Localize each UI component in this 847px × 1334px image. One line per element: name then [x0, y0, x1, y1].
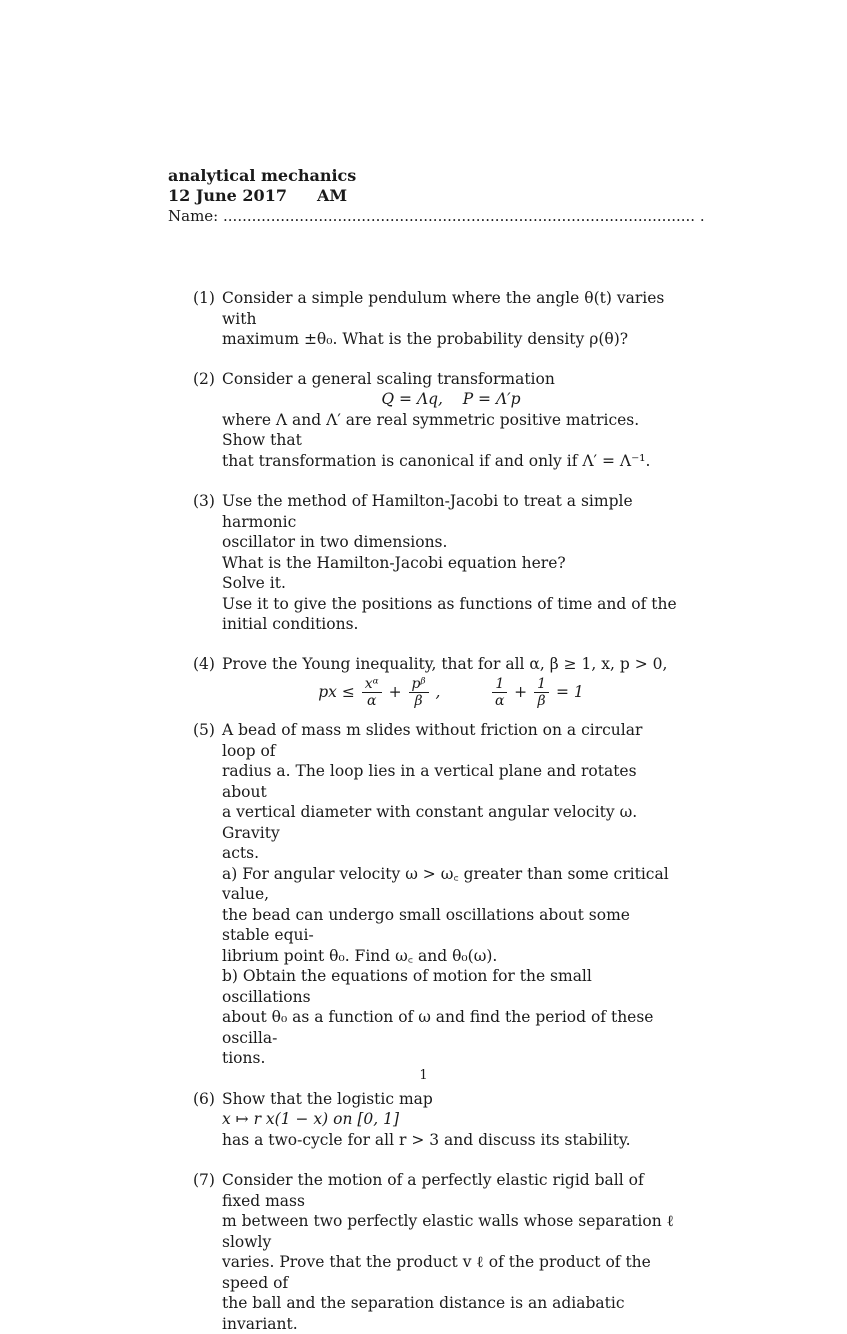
young-lhs: px ≤: [318, 683, 355, 702]
question-number: (6): [193, 1089, 215, 1108]
exam-date-row: [168, 186, 705, 206]
question-list: [193, 288, 680, 1334]
question-number: (7): [193, 1171, 215, 1189]
question-number: (2): [193, 369, 215, 388]
question-number: (3): [193, 492, 215, 510]
plus-sign: +: [514, 683, 528, 702]
question-line: Consider a simple pendulum where the angle θ(t) varies with: [222, 289, 665, 328]
question-line: m between two perfectly elastic walls whose separation ℓ slowly: [222, 1212, 675, 1251]
comma: ,: [435, 683, 441, 702]
question-line: oscillator in two dimensions.: [222, 533, 448, 551]
question-line: where Λ and Λ′ are real symmetric positive matrices. Show that: [222, 410, 640, 449]
question-5: [193, 720, 680, 1069]
course-title: analytical mechanics: [168, 166, 357, 185]
equals-one: = 1: [555, 683, 584, 702]
question-line: Show that the logistic map: [222, 1089, 433, 1108]
question-6: [193, 1089, 680, 1151]
fraction-numerator: pᵝ: [409, 676, 429, 693]
question-line: Consider a general scaling transformation: [222, 369, 555, 388]
question-line: Consider the motion of a perfectly elastic rigid ball of fixed mass: [222, 1171, 644, 1210]
question-line: Use it to give the positions as functions of time and of the: [222, 594, 677, 613]
fraction: [409, 676, 429, 709]
question-line: radius a. The loop lies in a vertical plane and rotates about: [222, 762, 637, 801]
question-line: initial conditions.: [222, 615, 359, 633]
question-line: x ↦ r x(1 − x) on [0, 1]: [222, 1110, 400, 1128]
question-line: What is the Hamilton-Jacobi equation here?: [222, 553, 566, 572]
fraction-numerator: 1: [534, 676, 549, 693]
question-line: about θ₀ as a function of ω and find the period of these oscilla-: [222, 1008, 654, 1047]
fraction: [534, 676, 549, 709]
exam-date: 12 June 2017: [168, 186, 287, 205]
name-row: [168, 206, 705, 226]
question-line: varies. Prove that the product v ℓ of the product of the speed of: [222, 1253, 651, 1292]
display-equation: Q = Λq, P = Λ′p: [381, 390, 521, 408]
question-line: librium point θ₀. Find ω꜀ and θ₀(ω).: [222, 946, 498, 965]
exam-session: AM: [316, 186, 348, 205]
question-7: [193, 1170, 680, 1334]
question-line: maximum ±θ₀. What is the probability density ρ(θ)?: [222, 330, 629, 348]
fraction-numerator: xᵅ: [362, 676, 382, 693]
fraction-numerator: 1: [492, 676, 507, 693]
question-number: (5): [193, 721, 215, 739]
question-line: a vertical diameter with constant angular velocity ω. Gravity: [222, 803, 638, 842]
name-line: ................................................................................................... .: [223, 207, 705, 225]
plus-sign: +: [388, 683, 402, 702]
question-line: acts.: [222, 844, 260, 862]
question-line: tions.: [222, 1049, 266, 1067]
question-line: b) Obtain the equations of motion for the small oscillations: [222, 967, 592, 1006]
question-line: Prove the Young inequality, that for all α, β ≥ 1, x, p > 0,: [222, 654, 668, 673]
question-2: [193, 369, 680, 472]
young-inequality: [222, 676, 680, 716]
fraction-denominator: β: [537, 693, 546, 709]
fraction: [492, 676, 507, 709]
question-line: that transformation is canonical if and only if Λ′ = Λ⁻¹.: [222, 451, 651, 470]
question-line: A bead of mass m slides without friction on a circular loop of: [222, 721, 643, 760]
question-line: Use the method of Hamilton-Jacobi to treat a simple harmonic: [222, 492, 633, 531]
fraction: [362, 676, 382, 709]
question-number: (4): [193, 654, 215, 673]
question-line: a) For angular velocity ω > ω꜀ greater than some critical value,: [222, 864, 669, 903]
question-line: the ball and the separation distance is an adiabatic invariant.: [222, 1294, 625, 1333]
page-number: 1: [419, 1068, 428, 1083]
question-1: [193, 288, 680, 350]
name-label: Name:: [168, 207, 219, 225]
fraction-denominator: β: [414, 693, 423, 709]
fraction-denominator: α: [366, 693, 377, 709]
question-4: [193, 654, 680, 717]
question-number: (1): [193, 289, 215, 307]
question-line: the bead can undergo small oscillations about some stable equi-: [222, 905, 630, 944]
exam-header: [168, 166, 705, 226]
question-3: [193, 491, 680, 635]
question-line: Solve it.: [222, 574, 286, 592]
fraction-denominator: α: [495, 693, 505, 709]
question-line: has a two-cycle for all r > 3 and discuss its stability.: [222, 1130, 631, 1149]
